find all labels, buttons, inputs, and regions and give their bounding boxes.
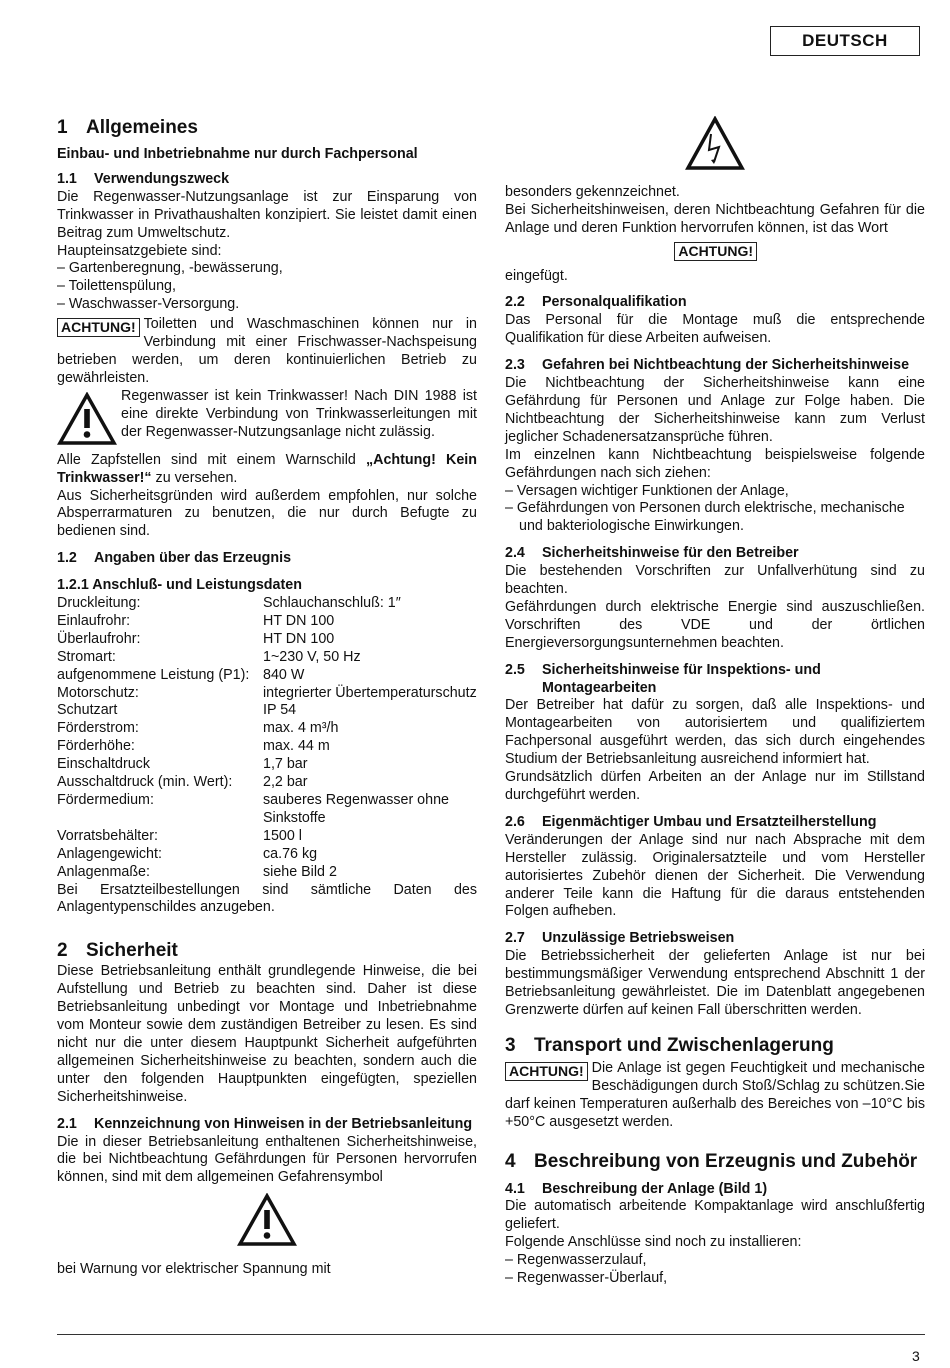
paragraph: Aus Sicherheitsgründen wird außerdem empfohlen, nur solche Absperrarmaturen zu benutzen, die nur durch Befugte zu bedienen sind. (57, 487, 477, 540)
spec-key: Druckleitung: (57, 595, 141, 612)
left-column (57, 116, 477, 1279)
section-1-heading: 1 Allgemeines (57, 117, 198, 138)
section-2-6-heading: 2.6 Eigenmächtiger Umbau und Ersatzteilherstellung (505, 813, 877, 830)
spec-value: 1~230 V, 50 Hz (263, 648, 361, 665)
paragraph: Grundsätzlich dürfen Arbeiten an der Anlage nur im Stillstand durchgeführt werden. (505, 769, 925, 803)
spec-row (57, 774, 477, 792)
spec-key: Vorratsbehälter: (57, 827, 158, 844)
spec-value: sauberes Regenwasser ohne Sinkstoffe (263, 792, 449, 826)
spec-value: 840 W (263, 666, 305, 683)
spec-value: max. 44 m (263, 738, 330, 755)
spec-key: Ausschaltdruck (min. Wert): (57, 774, 233, 791)
right-column (505, 116, 925, 1288)
section-2-2-heading: 2.2 Personalqualifikation (505, 294, 687, 311)
spec-row (57, 685, 477, 703)
spec-key: Anlagenmaße: (57, 863, 150, 880)
paragraph: Die Nichtbeachtung der Sicherheitshinweise kann eine Gefährdung für Personen und Anlage zur Folge haben. Die Nichtbeachtung der Sicherheitshinweise kann zum Verlust jeglicher Schadenersatzansprüche führen. (505, 375, 925, 445)
spec-row (57, 846, 477, 864)
spec-row (57, 702, 477, 720)
spec-key: Motorschutz: (57, 684, 139, 701)
list-item: – Gartenberegnung, -bewässerung, (57, 260, 283, 277)
paragraph: Diese Betriebsanleitung enthält grundlegende Hinweise, die bei Aufstellung und Betrieb zu beachten sind. Daher ist diese Betriebsanleitung unbedingt vor Montage und Inbetriebnahme vom Monteur sowie dem zuständigen Betreiber zu lesen. Es sind nicht nur die unter diesem Hauptpunkt Sicherheit aufgeführten allgemeinen Sicherheitshinweise zu beachten, sondern auch die unter den folgenden Hauptpunkten eingefügten, speziellen Sicherheitshinweise. (57, 963, 477, 1105)
paragraph: Die in dieser Betriebsanleitung enthaltenen Sicherheitshinweise, die bei Nichtbeachtung Gefährdungen für Personen hervorrufen können, sind mit dem allgemeinen Gefahrensymbol (57, 1133, 477, 1186)
general-hazard-icon (57, 1193, 477, 1253)
spec-value: 2,2 bar (263, 774, 308, 791)
spec-row (57, 738, 477, 756)
section-1-2-heading: 1.2 Angaben über das Erzeugnis (57, 550, 292, 567)
list-item: – Regenwasser-Überlauf, (505, 1270, 668, 1287)
spec-value: 1,7 bar (263, 756, 308, 773)
list-item: – Versagen wichtiger Funktionen der Anlage, (505, 482, 789, 499)
spec-value: Schlauchanschluß: 1″ (263, 595, 401, 612)
spec-row (57, 720, 477, 738)
achtung-label: ACHTUNG! (674, 242, 757, 261)
spec-value: IP 54 (263, 702, 297, 719)
spec-row (57, 595, 477, 613)
paragraph: Alle Zapfstellen sind mit einem Warnschild „Achtung! Kein Trinkwasser!“ zu versehen. (57, 451, 477, 486)
paragraph: Im einzelnen kann Nichtbeachtung beispielsweise folgende Gefährdungen nach sich ziehen: (505, 446, 925, 481)
achtung-note (505, 1060, 925, 1132)
spec-row (57, 667, 477, 685)
achtung-label: ACHTUNG! (57, 318, 140, 337)
list-item: – Toilettenspülung, (57, 278, 176, 295)
achtung-label: ACHTUNG! (505, 1062, 588, 1081)
achtung-note (57, 316, 477, 388)
spec-key: Stromart: (57, 648, 116, 665)
electrical-hazard-icon (505, 116, 925, 178)
section-2-4-heading: 2.4 Sicherheitshinweise für den Betreiber (505, 545, 799, 562)
achtung-text: Toiletten und Waschmaschinen können nur in Verbindung mit einer Frischwasser-Nachspeisung betrieben werden, um deren kontinuierlichen Betrieb zu gewährleisten. (57, 316, 477, 386)
page-number: 3 (912, 1348, 920, 1364)
spec-key: aufgenommene Leistung (P1): (57, 666, 250, 683)
warning-note (57, 388, 477, 452)
paragraph: Die automatisch arbeitende Kompaktanlage wird anschlußfertig geliefert. (505, 1198, 925, 1233)
section-2-3-heading: 2.3 Gefahren bei Nichtbeachtung der Sicherheitshinweise (505, 357, 910, 374)
section-2-5-heading: 2.5 Sicherheitshinweise für Inspektions- und Montagearbeiten (505, 661, 821, 696)
paragraph: Die Regenwasser-Nutzungsanlage ist zur Einsparung von Trinkwasser in Privathaushalten konzipiert. Sie leistet damit einen Beitrag zum Umweltschutz. (57, 188, 477, 241)
list-item: – Waschwasser-Versorgung. (57, 296, 240, 313)
paragraph: Folgende Anschlüsse sind noch zu installieren: (505, 1234, 802, 1251)
section-4-1-heading: 4.1 Beschreibung der Anlage (Bild 1) (505, 1180, 768, 1197)
section-3-heading: 3 Transport und Zwischenlagerung (505, 1034, 834, 1056)
spec-value: 1500 l (263, 827, 302, 844)
spec-value: HT DN 100 (263, 630, 335, 647)
list-item: – Regenwasserzulauf, (505, 1252, 647, 1269)
spec-key: Anlagengewicht: (57, 845, 162, 862)
paragraph: Bei Ersatzteilbestellungen sind sämtliche Daten des Anlagentypenschildes anzugeben. (57, 881, 477, 916)
spec-row (57, 792, 477, 828)
spec-row (57, 864, 477, 882)
spec-value: max. 4 m³/h (263, 720, 339, 737)
spec-value: siehe Bild 2 (263, 863, 337, 880)
section-2-7-heading: 2.7 Unzulässige Betriebsweisen (505, 930, 735, 947)
spec-key: Einlaufrohr: (57, 612, 131, 629)
spec-row (57, 649, 477, 667)
paragraph: Bei Sicherheitshinweisen, deren Nichtbeachtung Gefahren für die Anlage und deren Funktion hervorrufen können, ist das Wort (505, 201, 925, 236)
paragraph: Gefährdungen durch elektrische Energie sind auszuschließen. Vorschriften des VDE und der örtlichen Energieversorgungsunternehmen beachten. (505, 598, 925, 651)
spec-row (57, 613, 477, 631)
usage-list (57, 260, 477, 314)
warning-text: Regenwasser ist kein Trinkwasser! Nach DIN 1988 ist eine direkte Verbindung von Trinkwasserleitungen mit der Regenwasser-Nutzungsanlage nicht zulässig. (121, 387, 477, 440)
section-2-1-heading: 2.1 Kennzeichnung von Hinweisen in der Betriebsanleitung (57, 1115, 473, 1132)
spec-key: Schutzart (57, 702, 118, 719)
section-4-heading: 4 Beschreibung von Erzeugnis und Zubehör (505, 1150, 918, 1172)
spec-value: HT DN 100 (263, 612, 335, 629)
specs-table (57, 595, 477, 882)
spec-key: Überlaufrohr: (57, 630, 141, 647)
list-item: – Gefährdungen von Personen durch elektrische, mechanische und bakteriologische Einwirkungen. (505, 500, 905, 535)
paragraph: eingefügt. (505, 267, 568, 284)
language-label: DEUTSCH (770, 26, 920, 56)
paragraph: Die bestehenden Vorschriften zur Unfallverhütung sind zu beachten. (505, 563, 925, 598)
footer-divider (57, 1334, 925, 1335)
section-2-heading: 2 Sicherheit (57, 940, 178, 962)
paragraph: Das Personal für die Montage muß die entsprechende Qualifikation für diese Arbeiten aufweisen. (505, 312, 925, 347)
warning-triangle-icon (57, 388, 121, 452)
spec-key: Förderstrom: (57, 720, 139, 737)
spec-key: Förderhöhe: (57, 738, 135, 755)
spec-key: Einschaltdruck (57, 756, 150, 773)
section-1-subtitle: Einbau- und Inbetriebnahme nur durch Fachpersonal (57, 146, 418, 162)
paragraph: bei Warnung vor elektrischer Spannung mit (57, 1261, 331, 1278)
spec-row (57, 756, 477, 774)
section-1-2-1-heading: 1.2.1 Anschluß- und Leistungsdaten (57, 577, 302, 594)
paragraph: Veränderungen der Anlage sind nur nach Absprache mit dem Hersteller zulässig. Originalersatzteile und vom Hersteller autorisiertes Zubehör dienen der Sicherheit. Die Verwendung anderer Teile kann die Haftung für die daraus entstehenden Folgen aufheben. (505, 831, 925, 920)
spec-row (57, 828, 477, 846)
paragraph: Der Betreiber hat dafür zu sorgen, daß alle Inspektions- und Montagearbeiten von autorisiertem und qualifiziertem Fachpersonal ausgeführt werden, das sich durch eingehendes Studium der Betriebsanleitung ausreichend informiert hat. (505, 697, 925, 768)
achtung-text: Die Anlage ist gegen Feuchtigkeit und mechanische Beschädigungen durch Stoß/Schlag zu schützen.Sie darf keinen Temperaturen außerhalb des Bereiches von –10°C bis +50°C ausgesetzt werden. (505, 1059, 925, 1130)
spec-key: Fördermedium: (57, 792, 154, 808)
spec-value: ca.76 kg (263, 845, 318, 862)
spec-row (57, 631, 477, 649)
paragraph: Die Betriebssicherheit der gelieferten Anlage ist nur bei bestimmungsmäßiger Verwendung entsprechend Abschnitt 1 der Betriebsanleitung gewährleistet. Die im Datenblatt angegebenen Grenzwerte dürfen auf keinen Fall überschritten werden. (505, 948, 925, 1018)
spec-value: integrierter Übertemperaturschutz (263, 684, 477, 701)
paragraph: Haupteinsatzgebiete sind: (57, 242, 222, 259)
section-1-1-heading: 1.1 Verwendungszweck (57, 170, 230, 187)
paragraph: besonders gekennzeichnet. (505, 183, 680, 200)
